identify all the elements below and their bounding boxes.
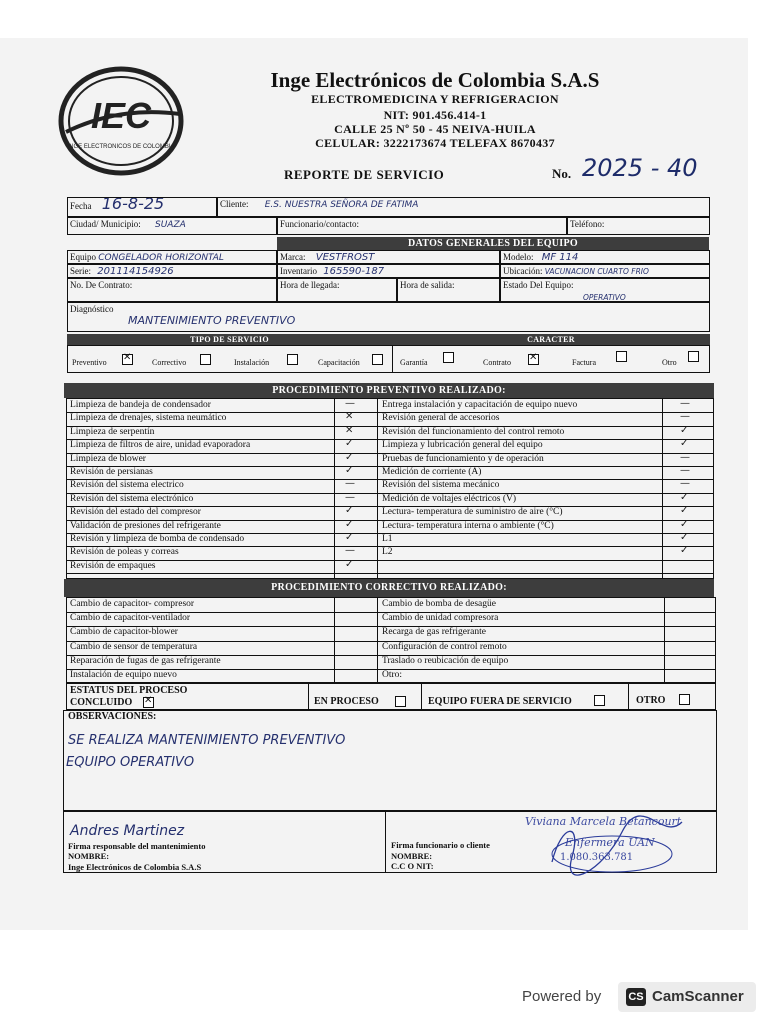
equipo-value: CONGELADOR HORIZONTAL [98,253,224,263]
preventivo-right-mark: ✓ [680,505,689,517]
caracter-factura-label: Factura [572,358,596,367]
cliente-value: E.S. NUESTRA SEÑORA DE FATIMA [264,200,419,210]
contrato-label: No. De Contrato: [70,280,133,290]
correctivo-left-item: Cambio de capacitor-ventilador [70,613,191,624]
left-signature: Andres Martinez [70,823,185,839]
tipo-capacitacion-checkbox[interactable] [372,354,383,365]
firmas-divider [385,811,386,873]
right-nombre-label: NOMBRE: [391,851,433,861]
powered-by-text: Powered by [522,988,602,1005]
correctivo-right-item: Traslado o reubicación de equipo [382,655,509,666]
modelo-value: MF 114 [541,252,579,263]
inventario-cell [277,264,500,278]
caracter-otro-label: Otro [662,358,677,367]
right-firma-title: Firma funcionario o cliente [391,840,490,850]
correctivo-left-item: Cambio de capacitor-blower [70,627,178,638]
preventivo-left-item: Revisión de poleas y correas [70,547,179,558]
preventivo-left-mark: — [345,478,355,490]
preventivo-right-item: Revisión del funcionamiento del control remoto [382,426,565,437]
tipo-correctivo-label: Correctivo [152,358,187,367]
preventivo-right-mark: ✓ [680,532,689,543]
preventivo-col-divider-1 [334,398,335,579]
observaciones-label: OBSERVACIONES: [68,711,157,722]
tipo-instalacion-label: Instalación [234,358,270,367]
estatus-divider-1 [308,683,309,710]
preventivo-left-item: Revisión y limpieza de bomba de condensado [70,534,245,544]
left-firma-title: Firma responsable del mantenimiento [68,841,206,851]
estatus-fuera-label: EQUIPO FUERA DE SERVICIO [428,696,572,707]
right-cc-label: C.C O NIT: [391,861,434,871]
tipo-instalacion-checkbox[interactable] [287,354,298,365]
estatus-en-proceso-checkbox[interactable] [395,696,406,707]
camscanner-badge [618,982,756,1012]
preventivo-right-item: Pruebas de funcionamiento y de operación [382,453,544,464]
report-no-label: No. [552,166,572,181]
preventivo-left-item: Revisión del sistema electrico [70,480,184,491]
caracter-contrato-label: Contrato [483,358,511,367]
correctivo-left-item: Instalación de equipo nuevo [70,670,177,680]
preventivo-left-item: Limpieza de blower [70,453,146,464]
preventivo-right-mark: ✓ [680,545,689,557]
caracter-title: CARACTER [392,334,710,345]
correctivo-left-item: Cambio de sensor de temperatura [70,641,198,652]
fecha-cell [67,197,217,217]
preventivo-col-divider-2 [377,398,378,579]
observaciones-line-1: SE REALIZA MANTENIMIENTO PREVENTIVO [68,733,346,748]
preventivo-right-item: Lectura- temperatura de suministro de aire (°C) [382,507,563,518]
preventivo-right-item: L1 [382,534,393,544]
telefono-label: Teléfono: [570,219,605,229]
diagnostico-label: Diagnóstico [70,304,114,314]
preventivo-right-item: Entrega instalación y capacitación de equipo nuevo [382,400,578,410]
ciudad-label: Ciudad/ Municipio: [70,219,141,229]
preventivo-left-mark: ✕ [345,424,354,436]
correctivo-right-item: Configuración de control remoto [382,641,507,652]
estado-value: OPERATIVO [583,293,626,302]
cliente-label: Cliente: [220,199,249,209]
stamp-id: 1.080.363.781 [560,852,634,863]
preventivo-right-item: Lectura- temperatura interna o ambiente (°C) [382,520,554,531]
preventivo-row-line [66,573,714,574]
preventivo-right-mark: ✓ [680,518,689,530]
funcionario-cell [277,217,567,235]
header-address: CALLE 25 Nº 50 - 45 NEIVA-HUILA [334,122,536,136]
preventivo-right-mark: — [680,411,690,423]
marca-cell [277,250,500,264]
preventivo-right-mark: — [680,398,690,409]
stamp-signature-scribble [542,812,692,876]
estatus-fuera-checkbox[interactable] [594,695,605,706]
caracter-garantia-checkbox[interactable] [443,352,454,363]
preventivo-right-item: L2 [382,547,393,558]
caracter-contrato-checkbox[interactable] [528,354,539,365]
telefono-cell [567,217,710,235]
serie-label: Serie: [70,266,91,276]
preventivo-left-mark: — [345,545,355,557]
tipo-correctivo-checkbox[interactable] [200,354,211,365]
llegada-label: Hora de llegada: [280,280,340,290]
logo-text: IEC [90,95,152,136]
estado-cell [500,278,710,302]
preventivo-right-mark: — [680,478,690,490]
correctivo-right-item: Cambio de unidad compresora [382,613,499,624]
contrato-cell [67,278,277,302]
preventivo-left-mark: ✓ [345,518,354,530]
inventario-value: 165590-187 [323,266,385,277]
preventivo-left-mark: — [345,398,355,409]
correctivo-col-divider-1 [334,597,335,683]
preventivo-right-item: Revisión general de accesorios [382,413,500,424]
diagnostico-value: MANTENIMIENTO PREVENTIVO [128,314,296,327]
correctivo-col-divider-3 [664,597,665,683]
preventivo-right-item: Limpieza y lubricación general del equipo [382,440,543,451]
preventivo-right-item: Revisión del sistema mecánico [382,480,500,491]
caracter-factura-checkbox[interactable] [616,351,627,362]
tipo-capacitacion-label: Capacitación [318,358,360,367]
estatus-en-proceso-label: EN PROCESO [314,696,379,707]
salida-cell [397,278,500,302]
camscanner-icon: CS [626,988,646,1006]
camscanner-brand: CamScanner [652,988,744,1005]
preventivo-left-item: Limpieza de bandeja de condensador [70,400,211,410]
marca-label: Marca: [280,252,306,262]
company-logo [58,66,184,176]
caracter-garantia-label: Garantía [400,358,428,367]
logo-subtext: INGE ELECTRONICOS DE COLOMBIA [67,144,175,150]
estatus-divider-3 [628,683,629,710]
preventivo-right-mark: ✓ [680,424,689,436]
estado-label: Estado Del Equipo: [503,280,574,290]
preventivo-left-mark: ✓ [345,532,354,543]
preventivo-left-mark: ✓ [345,505,354,517]
preventivo-left-mark: ✓ [345,558,354,570]
stamp-name: Viviana Marcela Betancourt [525,815,682,828]
correctivo-right-item: Recarga de gas refrigerante [382,627,486,638]
correctivo-left-item: Reparación de fugas de gas refrigerante [70,655,221,666]
correctivo-right-item: Otro: [382,670,403,680]
tipo-preventivo-checkbox[interactable] [122,354,133,365]
preventivo-title: PROCEDIMIENTO PREVENTIVO REALIZADO: [64,383,714,398]
header-phones: CELULAR: 3222173674 TELEFAX 8670437 [315,136,555,150]
modelo-label: Modelo: [503,252,534,262]
preventivo-row-line [66,560,714,561]
company-name: Inge Electrónicos de Colombia S.A.S [270,68,600,92]
llegada-cell [277,278,397,302]
preventivo-left-mark: — [345,491,355,503]
salida-label: Hora de salida: [400,280,455,290]
serie-cell [67,264,277,278]
preventivo-left-mark: ✓ [345,465,354,476]
preventivo-right-mark: — [680,465,690,476]
tipo-preventivo-label: Preventivo [72,358,107,367]
estatus-divider-2 [421,683,422,710]
preventivo-left-item: Revisión del estado del compresor [70,507,201,518]
correctivo-left-item: Cambio de capacitor- compresor [70,599,195,609]
funcionario-label: Funcionario/contacto: [280,219,359,229]
correctivo-col-divider-2 [377,597,378,683]
estatus-concluido-label: CONCLUIDO [70,697,133,708]
correctivo-right-item: Cambio de bomba de desagüe [382,599,496,609]
tipo-servicio-title: TIPO DE SERVICIO [67,334,392,345]
preventivo-col-divider-3 [662,398,663,579]
report-no-value: 2025 - 40 [582,154,698,182]
correctivo-title: PROCEDIMIENTO CORRECTIVO REALIZADO: [64,579,714,597]
preventivo-left-mark: ✕ [345,411,354,423]
preventivo-left-item: Limpieza de drenajes, sistema neumático [70,413,227,424]
preventivo-left-mark: ✓ [345,451,354,463]
equipo-label: Equipo [70,252,96,262]
preventivo-left-mark: ✓ [345,438,354,450]
estatus-title: ESTATUS DEL PROCESO [70,685,188,696]
preventivo-right-mark: ✓ [680,438,689,450]
preventivo-left-item: Limpieza de filtros de aire, unidad evaporadora [70,440,251,451]
ciudad-value: SUAZA [155,220,186,230]
preventivo-right-item: Medición de voltajes eléctricos (V) [382,493,517,504]
serie-value: 201114154926 [97,266,174,277]
preventivo-right-mark: — [680,451,690,463]
ciudad-cell [67,217,277,235]
marca-value: VESTFROST [315,252,375,263]
ubicacion-label: Ubicación: [503,266,543,276]
cliente-cell [217,197,710,217]
preventivo-right-item: Medición de corriente (A) [382,467,482,477]
fecha-label: Fecha [70,201,92,211]
stamp-role: Enfermera UAN [565,836,655,849]
preventivo-left-item: Revisión del sistema electrónico [70,493,194,504]
tipo-caracter-divider [392,345,393,373]
left-company: Inge Electrónicos de Colombia S.A.S [68,862,202,872]
diagnostico-cell [67,302,710,332]
preventivo-left-item: Revisión de persianas [70,467,153,477]
section-datos-generales: DATOS GENERALES DEL EQUIPO [277,237,709,250]
estatus-otro-label: OTRO [636,695,666,706]
estatus-otro-checkbox[interactable] [679,694,690,705]
observaciones-line-2: EQUIPO OPERATIVO [66,755,195,770]
inventario-label: Inventario [280,266,317,276]
preventivo-left-item: Revisión de empaques [70,560,156,571]
header-line-1: ELECTROMEDICINA Y REFRIGERACION [311,92,559,106]
modelo-cell [500,250,710,264]
ubicacion-cell [500,264,710,278]
estatus-concluido-checkbox[interactable] [143,697,154,708]
report-title: REPORTE DE SERVICIO [284,167,445,182]
left-nombre-label: NOMBRE: [68,851,110,861]
preventivo-left-item: Validación de presiones del refrigerante [70,520,221,531]
equipo-cell [67,250,277,264]
preventivo-left-item: Limpieza de serpentín [70,426,155,437]
header-nit: NIT: 901.456.414-1 [383,108,487,122]
ubicacion-value: VACUNACION CUARTO FRIO [544,267,649,276]
fecha-value: 16-8-25 [101,197,165,213]
caracter-otro-checkbox[interactable] [688,351,699,362]
preventivo-right-mark: ✓ [680,491,689,503]
